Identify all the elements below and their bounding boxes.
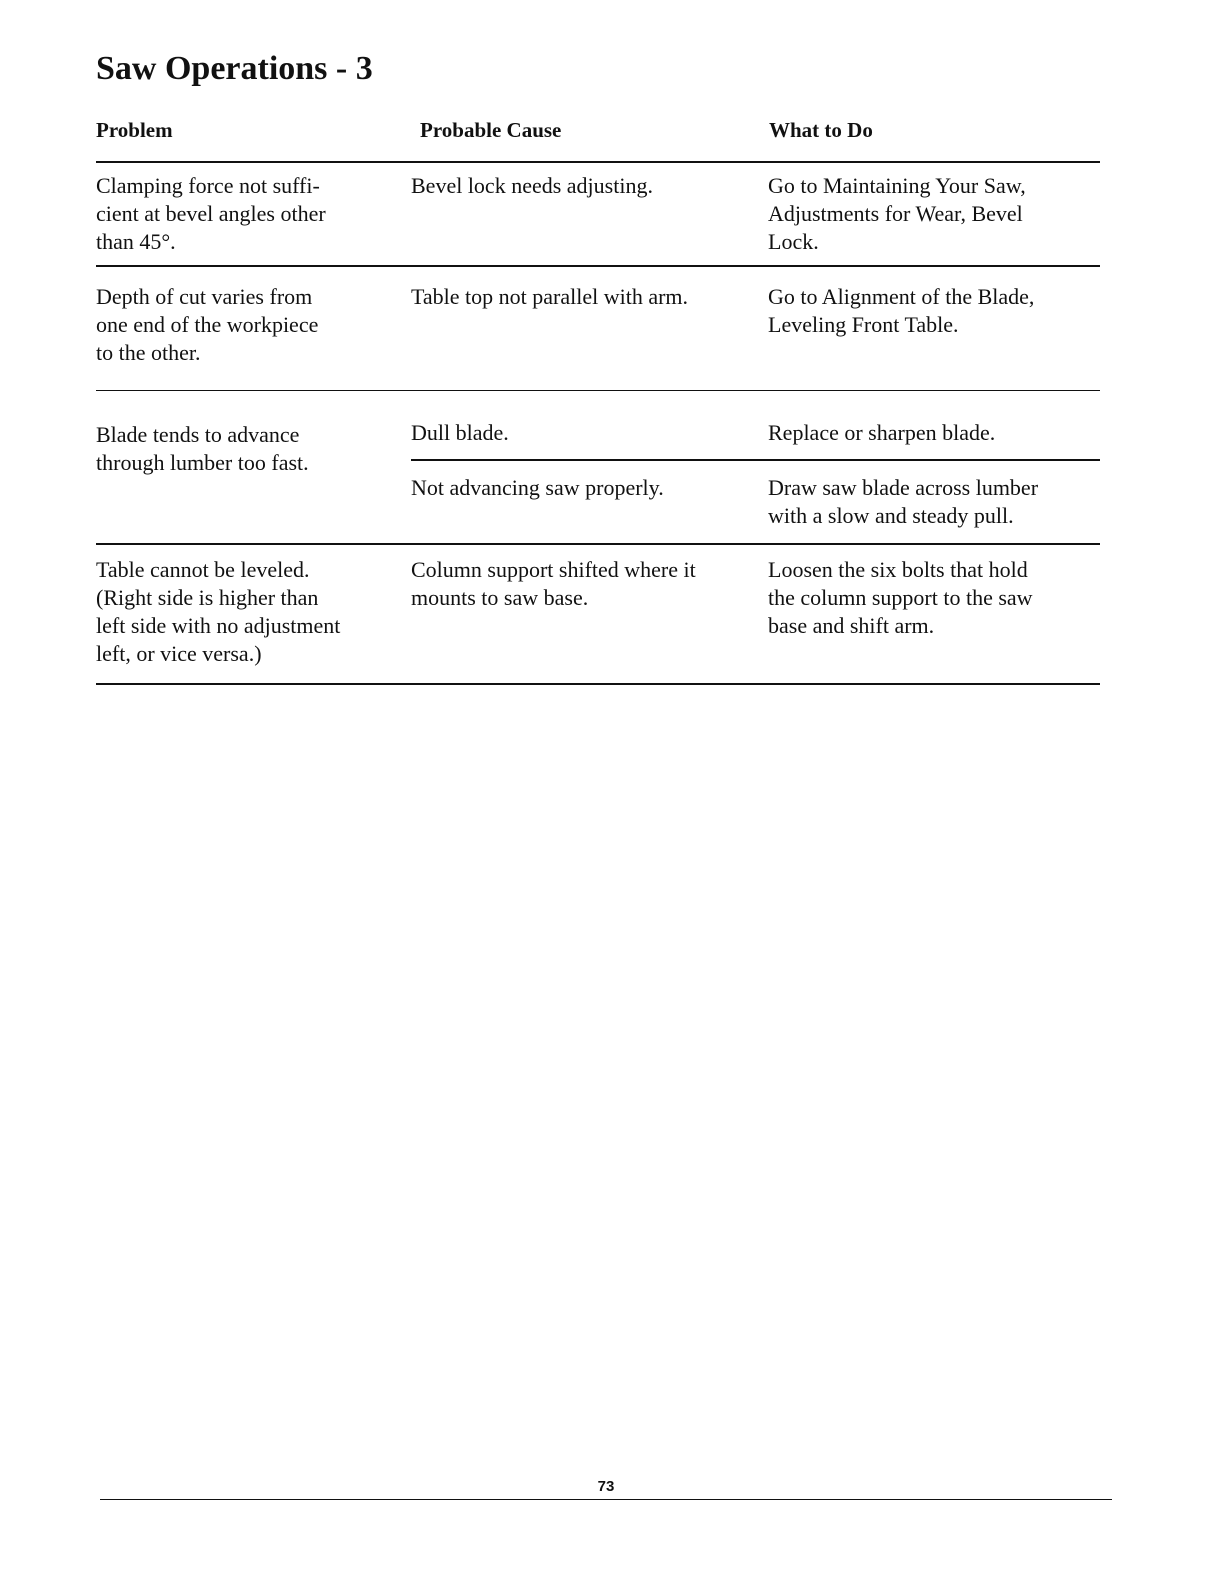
page-title: Saw Operations - 3 <box>96 50 373 87</box>
column-header-what-to-do: What to Do <box>769 118 873 142</box>
column-header-problem: Problem <box>96 118 173 142</box>
problem-cell: Depth of cut varies from one end of the workpiece to the other. <box>96 284 319 365</box>
cause-cell: Column support shifted where it mounts to saw base. <box>411 557 696 610</box>
footer-rule <box>100 1499 1112 1500</box>
cause-cell: Dull blade. <box>411 420 509 445</box>
action-cell: Go to Alignment of the Blade, Leveling Front Table. <box>768 284 1035 337</box>
header-divider <box>96 161 1100 163</box>
cause-cell: Table top not parallel with arm. <box>411 284 689 309</box>
problem-cell: Clamping force not suffi- cient at bevel angles other than 45°. <box>96 173 326 254</box>
sub-row-divider <box>411 459 1100 461</box>
row-divider <box>96 265 1100 267</box>
problem-cell: Table cannot be leveled. (Right side is higher than left side with no adjustment left, or vice versa.) <box>96 557 341 666</box>
action-cell: Loosen the six bolts that hold the column support to the saw base and shift arm. <box>768 557 1033 638</box>
row-divider <box>96 390 1100 391</box>
problem-cell: Blade tends to advance through lumber too fast. <box>96 422 309 475</box>
column-header-probable-cause: Probable Cause <box>420 118 562 142</box>
action-cell: Go to Maintaining Your Saw, Adjustments for Wear, Bevel Lock. <box>768 173 1026 254</box>
table-bottom-rule <box>96 683 1100 685</box>
action-cell: Replace or sharpen blade. <box>768 420 996 445</box>
cause-cell: Bevel lock needs adjusting. <box>411 173 653 198</box>
cause-cell: Not advancing saw properly. <box>411 475 664 500</box>
action-cell: Draw saw blade across lumber with a slow and steady pull. <box>768 475 1039 528</box>
row-divider <box>96 543 1100 545</box>
page-number: 73 <box>597 1478 615 1495</box>
